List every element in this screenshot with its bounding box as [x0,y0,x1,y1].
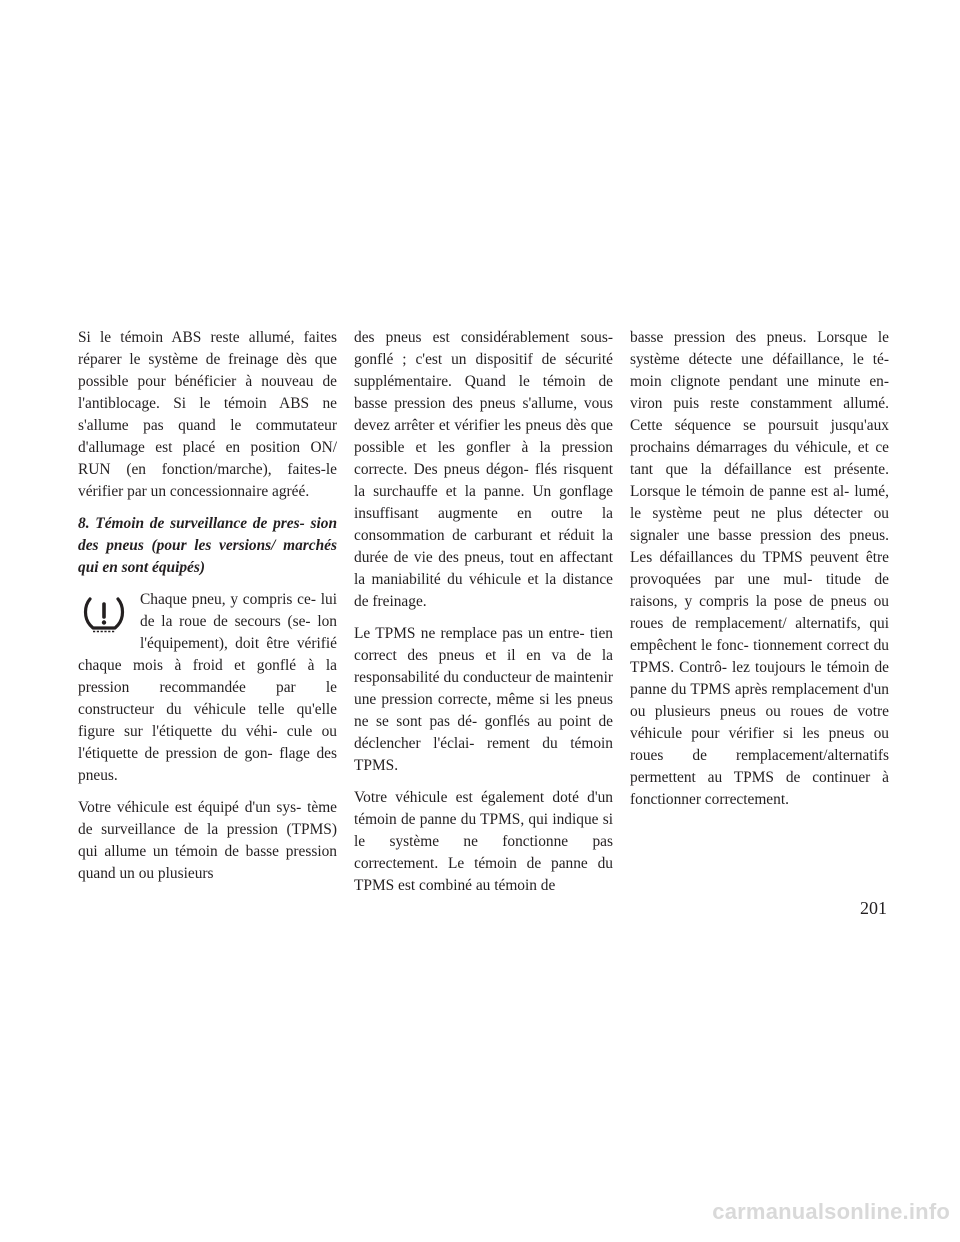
tpms-malfunction-paragraph: Votre véhicule est également doté d'un témoin de panne du TPMS, qui indique si le système ne fonctionne pas correctement. Le témoin de panne du TPMS est combiné au témoin de [354,789,613,894]
text-column-3 [630,327,889,821]
malfunction-sequence-paragraph: basse pression des pneus. Lorsque le système détecte une défaillance, le té- moin clignote pendant une minute en- viron puis reste constamment allumé. Cette séquence se poursuit jusqu'aux prochains démarrages du véhicule, et ce tant que la défaillance est présente. Lorsque le témoin de panne est al- lumé, le système peut ne plus détecter ou signaler une basse pression des pneus. Les défaillances du TPMS peuvent être provoquées par une mul- titude de raisons, y compris la pose de pneus ou roues de remplacement/ alternatifs, qui empêchent le fonc- tionnement correct du TPMS. Contrô- lez toujours le témoin de panne du TPMS après remplacement d'un ou plusieurs pneus ou roues de votre véhicule pour vérifier si les pneus ou roues de remplacement/alternatifs permettent au TPMS de continuer à fonctionner correctement. [630,329,889,808]
page-number: 201 [860,898,887,918]
tpms-description-paragraph: Votre véhicule est équipé d'un sys- tème de surveillance de la pression (TPMS) qui allume un témoin de basse pression quand un ou plusieurs [78,799,337,882]
tpms-maintenance-paragraph: Le TPMS ne remplace pas un entre- tien correct des pneus et il en va de la responsabilité du conducteur de maintenir une pression correcte, même si les pneus ne se sont pas dé- gonflés au point de déclencher l'éclai- rement du témoin TPMS. [354,625,613,774]
tpms-intro-block [78,589,337,797]
tire-check-paragraph: Chaque pneu, y compris ce- lui de la roue de secours (se- lon l'équipement), doit être vérifié chaque mois à froid et gonflé à la pression recommandée par le constructeur du véhicule telle qu'elle figure sur l'étiquette du véhi- cule ou l'étiquette de pression de gon- flage des pneus. [78,591,337,784]
underinflation-paragraph: des pneus est considérablement sous- gonflé ; c'est un dispositif de sécurité supplémentaire. Quand le témoin de basse pression des pneus s'allume, vous devez arrêter et vérifier les pneus dès que possible et les gonfler à la pression correcte. Des pneus dégon- flés risquent la surchauffe et la panne. Un gonflage insuffisant augmente en outre la consommation de carburant et réduit la durée de vie des pneus, tout en affectant la maniabilité du véhicule et la distance de freinage. [354,329,613,610]
abs-warning-paragraph: Si le témoin ABS reste allumé, faites réparer le système de freinage dès que possible pour bénéficier à nouveau de l'antiblocage. Si le témoin ABS ne s'allume pas quand le commutateur d'allumage est placé en position ON/ RUN (en fonction/marche), faites-le vérifier par un concessionnaire agréé. [78,329,337,500]
section-heading-tpms: 8. Témoin de surveillance de pres- sion des pneus (pour les versions/ marchés qui en sont équipés) [78,515,337,576]
text-column-2 [354,327,613,907]
text-column-1 [78,327,337,895]
tire-pressure-warning-icon [78,593,132,637]
watermark: carmanualsonline.info [712,1199,950,1224]
